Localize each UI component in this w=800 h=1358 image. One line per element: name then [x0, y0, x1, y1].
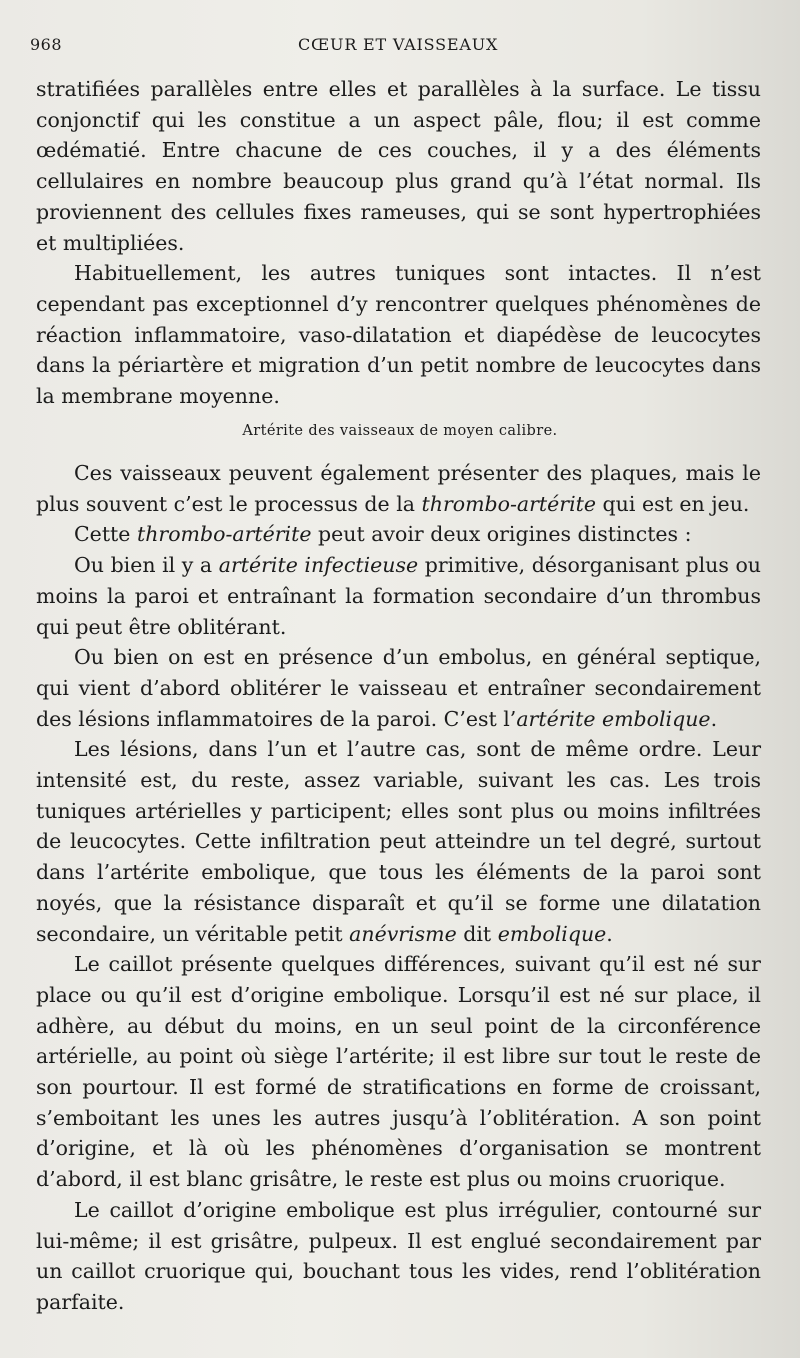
text-segment: Le caillot d’origine embolique est plus irrégulier, contourné sur lui-même; il est grisâtre, pulpeux. Il est englué secondairement par un caillot cruorique qui, bouchant tous les vides, rend l’oblitération parfaite.: [36, 1197, 761, 1314]
text-segment: .: [606, 921, 613, 946]
text-segment: primitive, désorganisant plus ou moins la paroi et entraînant la formation secondaire d’un thrombus qui peut être oblitérant.: [36, 553, 762, 639]
text-segment: stratifiées parallèles entre elles et parallèles à la surface. Le tissu conjonctif qui les constitue a un aspect pâle, flou; il est comme œdématié. Entre chacune de ces couches, il y a des éléments cellulaires en nombre beaucoup plus grand qu’à l’état normal. Ils proviennent des cellules fixes rameuses, qui se sont hypertrophiées et multipliées.: [36, 77, 761, 255]
section-body: [36, 458, 761, 1318]
text-segment: Ou bien il y a: [74, 553, 219, 578]
text-segment: dit: [456, 921, 498, 946]
italic-term: thrombo-artérite: [421, 491, 597, 516]
italic-term: artérite infectieuse: [218, 553, 419, 578]
page-number: 968: [30, 35, 63, 54]
text-segment: Habituellement, les autres tuniques sont intactes. Il n’est cependant pas exceptionnel d’y rencontrer quelques phénomènes de réaction inflammatoire, vaso-dilatation et diapédèse de leucocytes dans la périartère et migration d’un petit nombre de leucocytes dans la membrane moyenne.: [36, 261, 761, 409]
text-segment: qui est en jeu.: [596, 491, 750, 516]
paragraph: [36, 74, 761, 258]
italic-term: artérite embolique: [516, 706, 711, 731]
italic-term: thrombo-artérite: [136, 522, 312, 547]
italic-term: anévrisme: [349, 921, 457, 946]
text-segment: Ces vaisseaux peuvent également présenter des plaques, mais le plus souvent c’est le processus de la: [36, 461, 761, 516]
running-title: CŒUR ET VAISSEAUX: [298, 35, 499, 54]
text-segment: .: [710, 706, 718, 731]
text-segment: peut avoir deux origines distinctes :: [311, 522, 692, 547]
text-segment: Ou bien on est en présence d’un embolus, en général septique, qui vient d’abord oblitérer le vaisseau et entraîner secondairement des lésions inflammatoires de la paroi. C’est l’: [36, 645, 761, 731]
page-header: [30, 30, 760, 60]
intro-text: [36, 74, 761, 412]
paragraph: [36, 1195, 761, 1318]
text-segment: Le caillot présente quelques différences, suivant qu’il est né sur place ou qu’il est d’origine embolique. Lorsqu’il est né sur place, il adhère, au début du moins, en un seul point de la circonférence artérielle, au point où siège l’artérite; il est libre sur tout le reste de son pourtour. Il est formé de stratifications en forme de croissant, s’emboitant les unes les autres jusqu’à l’oblitération. A son point d’origine, et là où les phénomènes d’organisation se montrent d’abord, il est blanc grisâtre, le reste est plus ou moins cruorique.: [36, 952, 761, 1192]
paragraph: [36, 734, 761, 949]
paragraph: [36, 642, 761, 734]
text-segment: Les lésions, dans l’un et l’autre cas, sont de même ordre. Leur intensité est, du reste, assez variable, suivant les cas. Les trois tuniques artérielles y participent; elles sont plus ou moins infiltrées de leucocytes. Cette infiltration peut atteindre un tel degré, surtout dans l’artérite embolique, que tous les éléments de la paroi sont noyés, que la résistance disparaît et qu’il se forme une dilatation secondaire, un véritable petit: [36, 737, 761, 946]
paragraph: [36, 949, 761, 1195]
italic-term: embolique: [497, 921, 607, 946]
text-segment: Cette: [74, 522, 137, 547]
section-title: Artérite des vaisseaux de moyen calibre.: [242, 423, 558, 439]
paragraph: [36, 258, 761, 412]
paragraph: [36, 458, 761, 519]
paragraph: [36, 550, 761, 642]
paragraph: [36, 519, 761, 550]
